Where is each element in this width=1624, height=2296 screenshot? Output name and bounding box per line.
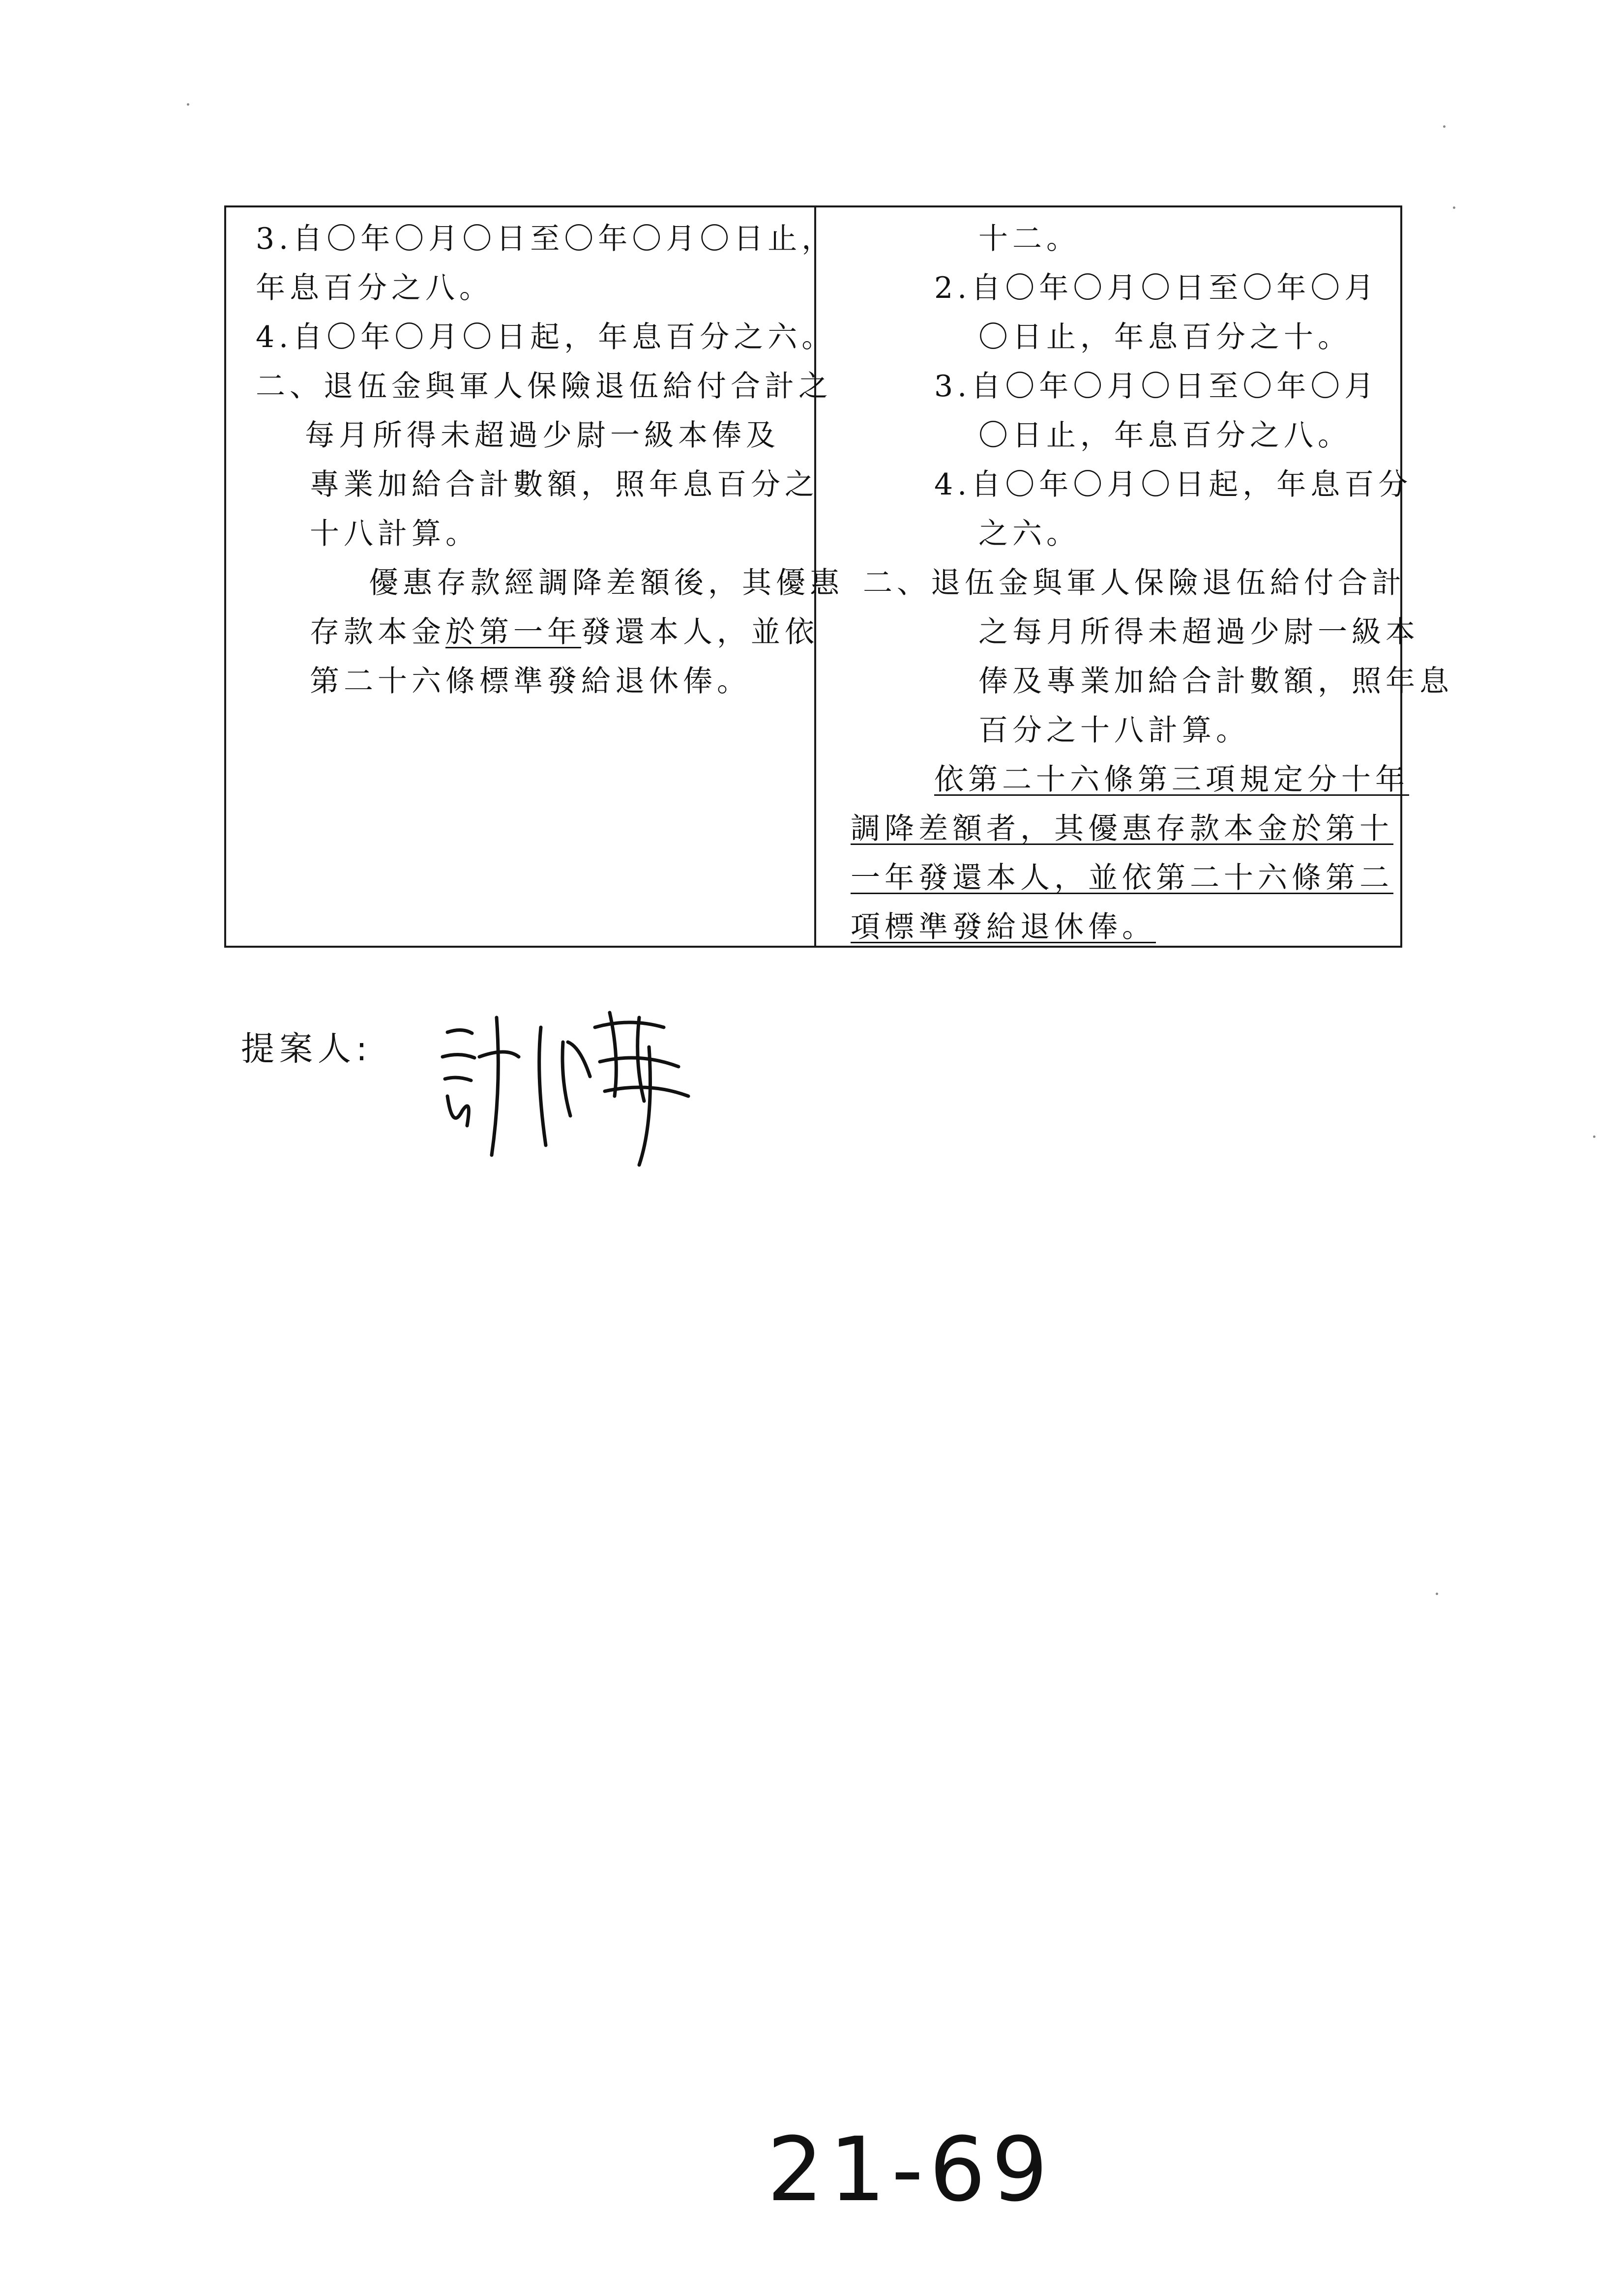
left-line-9-pre: 存款本金 xyxy=(310,615,445,649)
right-line-4: 3.自〇年〇月〇日至〇年〇月 xyxy=(934,369,1379,404)
left-line-2: 年息百分之八。 xyxy=(256,271,493,305)
amendment-table xyxy=(224,205,1453,948)
left-line-9 xyxy=(256,608,819,657)
table-right-column xyxy=(816,207,1465,946)
table-left-column xyxy=(226,207,844,946)
right-line-11: 百分之十八計算。 xyxy=(978,713,1250,748)
right-line-14: 一年發還本人，並依第二十六條第二 xyxy=(851,861,1393,895)
right-line-7: 之六。 xyxy=(978,517,1080,551)
left-line-5: 每月所得未超過少尉一級本俸及 xyxy=(305,418,780,453)
scan-speck xyxy=(1593,1135,1595,1138)
right-line-9: 之每月所得未超過少尉一級本 xyxy=(978,615,1419,649)
left-line-10: 第二十六條標準發給退休俸。 xyxy=(310,664,751,698)
scan-speck xyxy=(1443,125,1446,128)
right-line-12: 依第二十六條第三項規定分十年 xyxy=(934,762,1409,797)
right-line-13: 調降差額者，其優惠存款本金於第十 xyxy=(851,812,1393,846)
left-line-7: 十八計算。 xyxy=(310,517,479,551)
left-line-9-underlined: 於第一年 xyxy=(445,615,581,649)
right-line-5: 〇日止，年息百分之八。 xyxy=(978,418,1352,453)
right-line-2: 2.自〇年〇月〇日至〇年〇月 xyxy=(934,271,1379,305)
right-line-1: 十二。 xyxy=(978,222,1080,256)
scan-speck xyxy=(187,103,189,106)
page-number: 21-69 xyxy=(767,2119,1054,2221)
left-line-6: 專業加給合計數額，照年息百分之 xyxy=(310,467,819,502)
left-line-3: 4.自〇年〇月〇日起，年息百分之六。 xyxy=(256,320,836,354)
scan-speck xyxy=(1453,206,1455,209)
left-line-1: 3.自〇年〇月〇日至〇年〇月〇日止， xyxy=(256,222,836,256)
handwritten-signature xyxy=(433,998,738,1175)
right-line-10: 俸及專業加給合計數額，照年息 xyxy=(978,664,1453,698)
scan-speck xyxy=(1436,1593,1438,1595)
proposer-label: 提案人: xyxy=(241,1030,372,1069)
right-line-3: 〇日止，年息百分之十。 xyxy=(978,320,1352,354)
left-line-9-post: 發還本人，並依 xyxy=(581,615,819,649)
right-line-15: 項標準發給退休俸。 xyxy=(851,910,1156,944)
right-line-8: 二、退伍金與軍人保險退伍給付合計 xyxy=(863,566,1406,600)
left-line-4: 二、退伍金與軍人保險退伍給付合計之 xyxy=(256,369,832,404)
left-line-8: 優惠存款經調降差額後，其優惠 xyxy=(369,566,844,600)
right-line-6: 4.自〇年〇月〇日起，年息百分 xyxy=(934,467,1413,502)
